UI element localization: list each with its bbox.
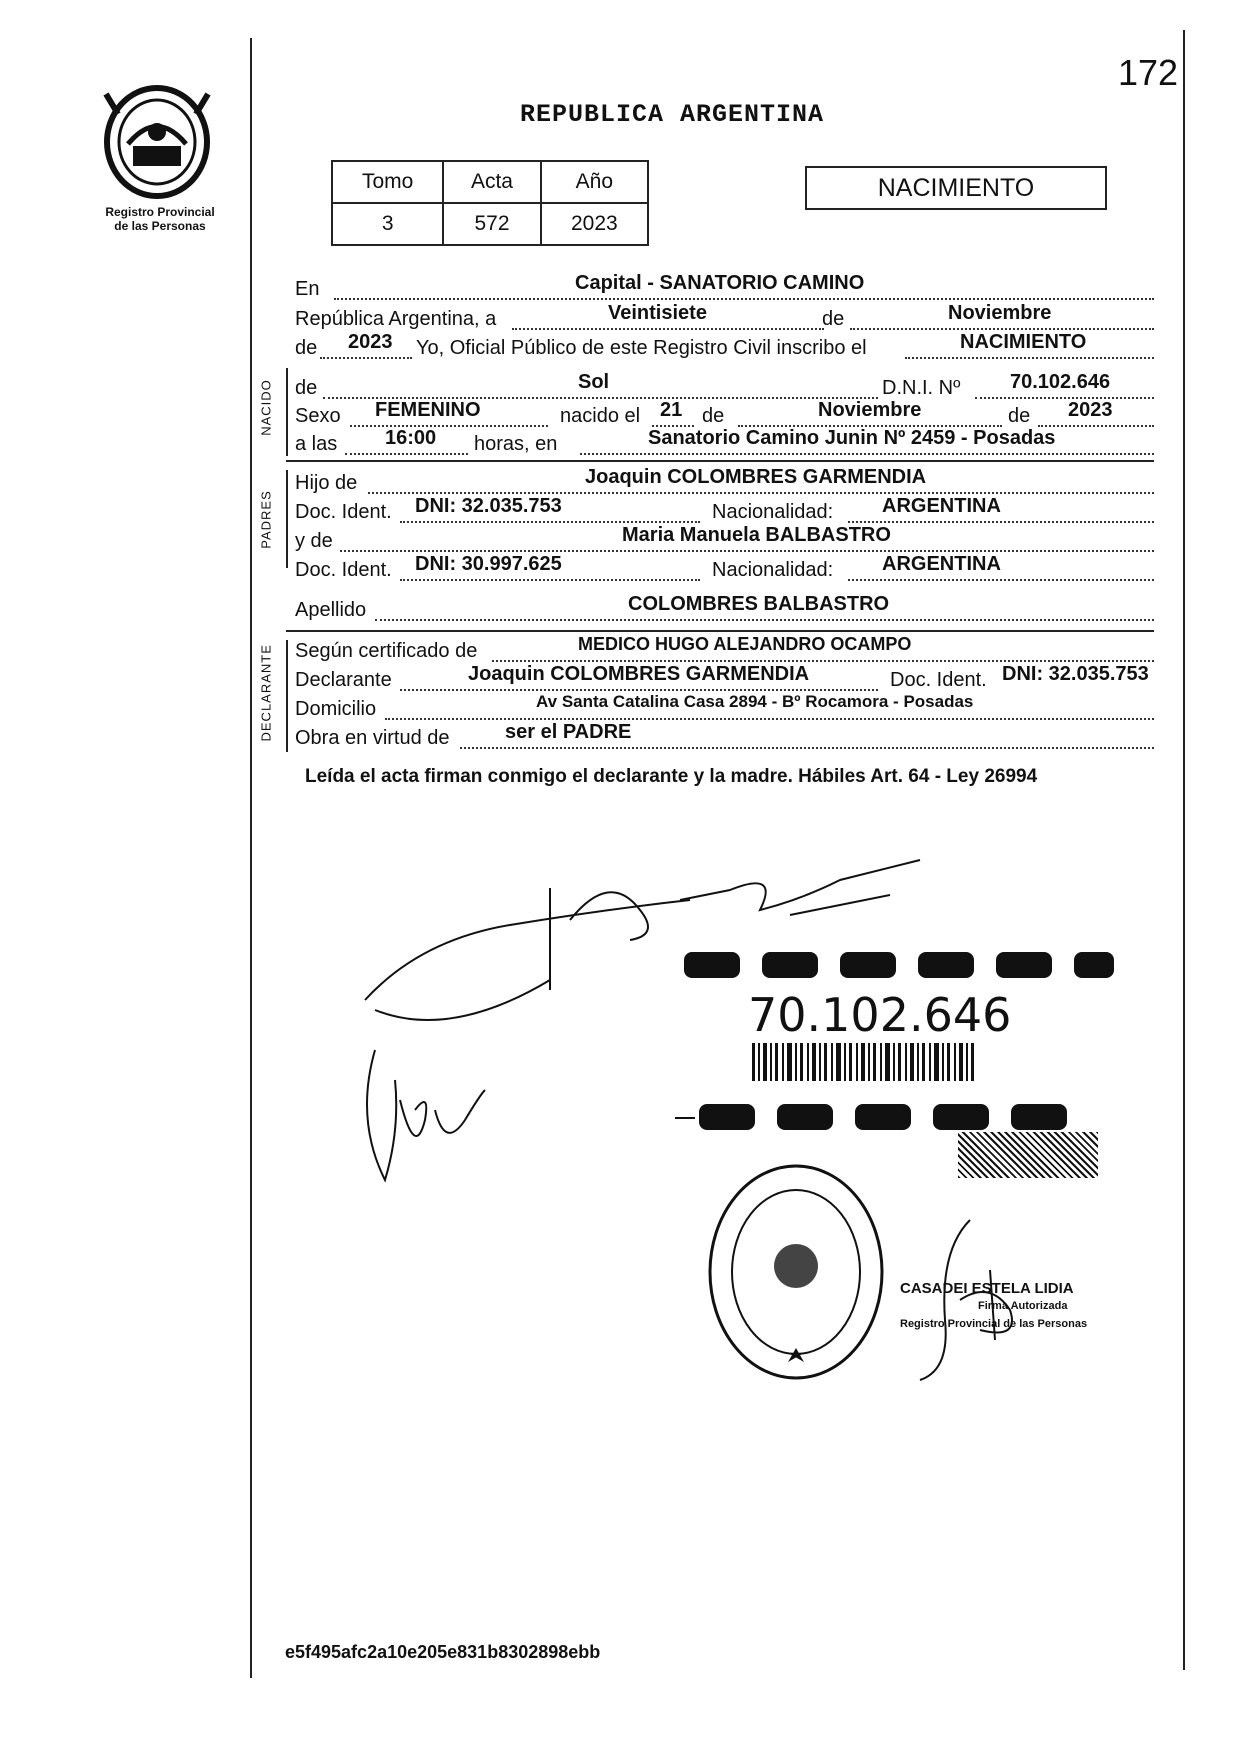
section-separator: [286, 630, 1154, 632]
nacido-mes-value: Noviembre: [818, 399, 922, 421]
declarante-doc-label: Doc. Ident.: [890, 669, 987, 691]
dotted-line: [512, 328, 824, 330]
dotted-line: [320, 357, 412, 359]
anio-prefix-label: de: [295, 337, 318, 359]
dotted-line: [334, 298, 1154, 300]
barcode: [752, 1043, 976, 1081]
apellido-value: COLOMBRES BALBASTRO: [628, 593, 890, 615]
padre-value: Joaquin COLOMBRES GARMENDIA: [585, 466, 927, 488]
de-label: de: [822, 308, 845, 330]
record-table-header: Acta: [443, 161, 540, 203]
declarante-value: Joaquin COLOMBRES GARMENDIA: [468, 663, 810, 685]
hijo-label: Hijo de: [295, 472, 358, 494]
official-oval-seal: [706, 1162, 886, 1382]
footer-hash: e5f495afc2a10e205e831b8302898ebb: [285, 1642, 601, 1662]
nacido-dia-value: 21: [660, 399, 683, 421]
nacido-de2-label: de: [1008, 405, 1031, 427]
madre-doc-value: DNI: 30.997.625: [415, 553, 562, 575]
anio-inscripcion-value: 2023: [348, 331, 393, 353]
certificado-label: Según certificado de: [295, 640, 478, 662]
yde-label: y de: [295, 530, 333, 552]
left-margin-rule: [250, 38, 252, 1678]
dotted-line: [375, 619, 1154, 621]
dotted-line: [345, 453, 468, 455]
section-label-declarante: DECLARANTE: [258, 644, 274, 742]
dotted-line: [460, 747, 1154, 749]
nombre-value: Sol: [578, 371, 610, 393]
right-margin-rule: [1183, 30, 1185, 1670]
document-title: REPUBLICA ARGENTINA: [520, 100, 825, 129]
madre-nacionalidad-value: ARGENTINA: [882, 553, 1001, 575]
officer-name: CASADEI ESTELA LIDIA: [900, 1280, 1074, 1297]
hologram-patch: [958, 1132, 1098, 1178]
nacido-section-bar: [286, 368, 288, 456]
lugar-nacimiento-value: Sanatorio Camino Junin Nº 2459 - Posadas: [648, 427, 1056, 449]
sexo-value: FEMENINO: [375, 399, 481, 421]
inscribe-value: NACIMIENTO: [960, 331, 1087, 353]
padre-doc-label: Doc. Ident.: [295, 501, 392, 523]
nacido-de-label: de: [702, 405, 725, 427]
dotted-line: [385, 718, 1154, 720]
declarante-doc-value: DNI: 32.035.753: [1002, 663, 1149, 685]
lugar-inscripcion-value: Capital - SANATORIO CAMINO: [575, 272, 865, 294]
obra-label: Obra en virtud de: [295, 727, 450, 749]
madre-nacionalidad-label: Nacionalidad:: [712, 559, 834, 581]
dotted-line: [492, 660, 1154, 662]
provincial-seal-logo: [98, 84, 216, 200]
record-table-value-row: [332, 203, 648, 245]
certificado-value: MEDICO HUGO ALEJANDRO OCAMPO: [578, 634, 912, 654]
section-label-nacido: NACIDO: [258, 379, 274, 436]
tomo-value: 3: [332, 203, 443, 245]
domicilio-label: Domicilio: [295, 698, 377, 720]
logo-caption: [90, 205, 230, 233]
horas-en-label: horas, en: [474, 433, 558, 455]
declarante-label: Declarante: [295, 669, 392, 691]
dotted-line: [368, 492, 1154, 494]
dotted-line: [848, 579, 1154, 581]
security-watermark-top: [680, 948, 1120, 982]
document-type-box: NACIMIENTO: [805, 166, 1107, 210]
dotted-line: [975, 397, 1154, 399]
dotted-line: [400, 689, 878, 691]
padre-nacionalidad-label: Nacionalidad:: [712, 501, 834, 523]
madre-doc-label: Doc. Ident.: [295, 559, 392, 581]
dotted-line: [400, 579, 700, 581]
record-table-header: Tomo: [332, 161, 443, 203]
dotted-line: [850, 328, 1154, 330]
page-number: 172: [1118, 52, 1179, 93]
security-watermark-bottom: [675, 1100, 1115, 1134]
madre-value: Maria Manuela BALBASTRO: [622, 524, 891, 546]
padre-nacionalidad-value: ARGENTINA: [882, 495, 1001, 517]
section-separator: [286, 460, 1154, 462]
dia-value: Veintisiete: [608, 302, 707, 324]
logo-caption-line2: de las Personas: [114, 219, 206, 233]
record-table-header-row: [332, 161, 648, 203]
logo-caption-line1: Registro Provincial: [105, 205, 215, 219]
record-table-header: Año: [541, 161, 648, 203]
mes-value: Noviembre: [948, 302, 1052, 324]
closing-text: Leída el acta firman conmigo el declarante y la madre. Hábiles Art. 64 - Ley 26994: [305, 766, 1038, 787]
officer-title: Firma Autorizada: [978, 1300, 1068, 1312]
republica-label: República Argentina, a: [295, 308, 497, 330]
dotted-line: [905, 357, 1154, 359]
dotted-line: [580, 453, 1154, 455]
nacido-label: nacido el: [560, 405, 641, 427]
record-table: [331, 160, 649, 246]
sexo-label: Sexo: [295, 405, 341, 427]
apellido-label: Apellido: [295, 599, 367, 621]
declarante-section-bar: [286, 640, 288, 752]
dotted-line: [400, 521, 700, 523]
nombre-label: de: [295, 377, 318, 399]
officer-org: Registro Provincial de las Personas: [900, 1318, 1088, 1330]
acta-value: 572: [443, 203, 540, 245]
dotted-line: [848, 521, 1154, 523]
oficial-text: Yo, Oficial Público de este Registro Civil inscribo el: [416, 337, 867, 359]
hora-value: 16:00: [385, 427, 437, 449]
dotted-line: [350, 425, 548, 427]
anio-value: 2023: [541, 203, 648, 245]
stamp-number: 70.102.646: [748, 988, 1012, 1042]
en-label: En: [295, 278, 320, 300]
hora-label: a las: [295, 433, 338, 455]
padres-section-bar: [286, 470, 288, 568]
padre-doc-value: DNI: 32.035.753: [415, 495, 562, 517]
obra-value: ser el PADRE: [505, 721, 632, 743]
dni-label: D.N.I. Nº: [882, 377, 961, 399]
domicilio-value: Av Santa Catalina Casa 2894 - Bº Rocamora - Posadas: [536, 692, 974, 711]
madre-signature: [355, 1040, 495, 1190]
nacido-anio-value: 2023: [1068, 399, 1113, 421]
section-label-padres: PADRES: [258, 490, 274, 549]
dotted-line: [340, 550, 1154, 552]
dni-value: 70.102.646: [1010, 371, 1111, 393]
